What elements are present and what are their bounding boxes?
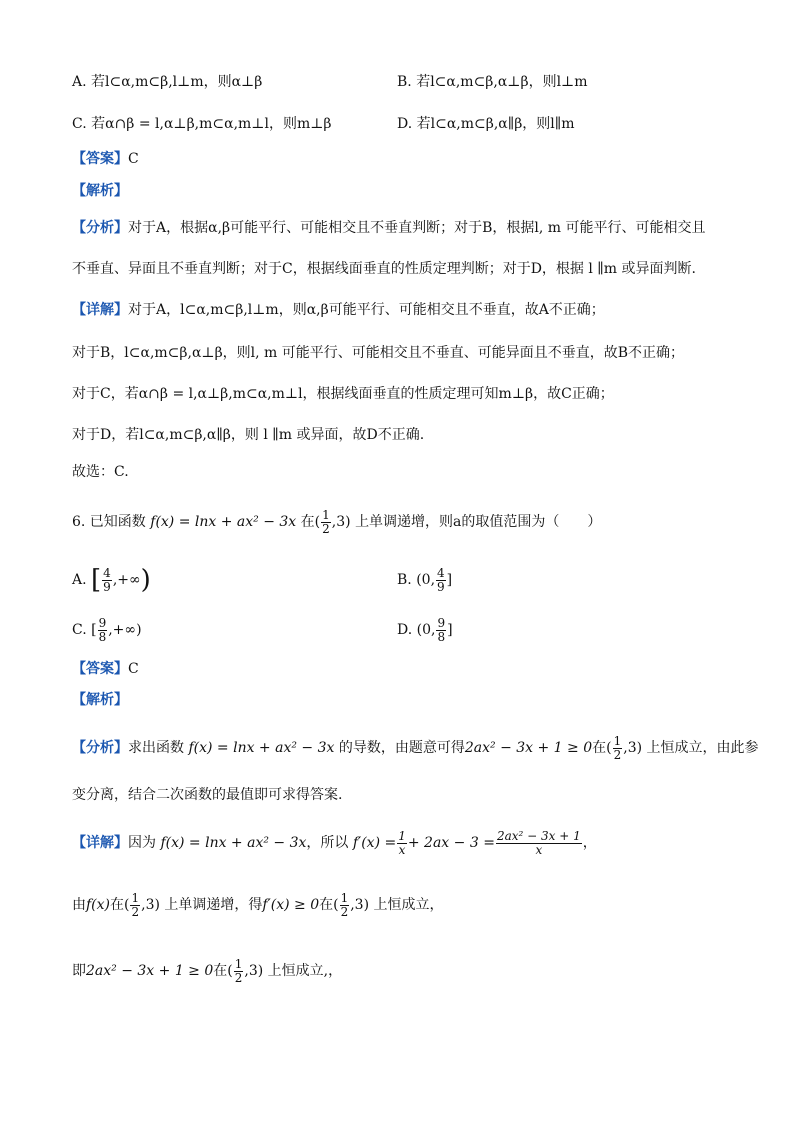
fraction — [98, 617, 108, 644]
option-label: D. — [397, 622, 413, 638]
fenxi-text-c: 在 — [592, 740, 607, 756]
q6-xiangjie-line1 — [72, 826, 597, 860]
numerator: 1 — [613, 733, 622, 748]
fraction — [397, 830, 407, 857]
option-tail: ,+∞) — [108, 622, 142, 638]
numerator: 1 — [131, 890, 140, 905]
q5-option-a: A. 若l⊂α,m⊂β,l⊥m，则α⊥β — [72, 74, 263, 90]
xj2-text-c: 上单调递增，得 — [164, 897, 263, 913]
q5-xiangjie-line4: 对于D，若l⊂α,m⊂β,α∥β，则 l ∥m 或异面，故D不正确. — [72, 427, 425, 443]
interval-open: ( — [333, 897, 339, 913]
q6-option-b — [397, 564, 452, 596]
xj1-end: ， — [582, 835, 597, 851]
q6-answer — [72, 659, 139, 679]
q5-option-c: C. 若α∩β = l,α⊥β,m⊂α,m⊥l，则m⊥β — [72, 116, 332, 132]
q6-analysis-heading — [72, 690, 128, 710]
denominator: x — [535, 842, 543, 857]
q5-fenxi-line1 — [72, 218, 706, 238]
q5-xiangjie-line3: 对于C，若α∩β = l,α⊥β,m⊂α,m⊥l，根据线面垂直的性质定理可知m⊥β，故C正确； — [72, 386, 614, 402]
xj3-text-a: 即 — [72, 963, 86, 979]
denominator: 9 — [103, 579, 111, 594]
left-bracket: [ — [91, 565, 102, 595]
xj2-text-e: 上恒成立， — [373, 897, 444, 913]
option-label: B. — [397, 572, 412, 588]
q6-xiangjie-line2 — [72, 890, 444, 920]
q6-option-d — [397, 614, 453, 646]
interval-open: ( — [606, 740, 612, 756]
fraction — [436, 617, 446, 644]
option-label: C. — [72, 622, 87, 638]
fenxi-function: f(x) = lnx + ax² − 3x — [188, 740, 335, 756]
xiangjie-label: 【详解】 — [72, 835, 128, 851]
fraction — [321, 509, 331, 536]
fraction — [130, 892, 140, 919]
q6-option-a — [72, 564, 151, 596]
interval-close: ,3) — [244, 963, 264, 979]
numerator: 9 — [437, 615, 446, 630]
fraction — [436, 567, 446, 594]
fenxi-text-b: 的导数，由题意可得 — [338, 740, 465, 756]
denominator: 2 — [234, 970, 243, 985]
xj1-text-b: ，所以 — [306, 835, 349, 851]
fenxi-label: 【分析】 — [72, 740, 128, 756]
xj3-text-b: 在 — [213, 963, 228, 979]
fraction — [613, 735, 623, 762]
right-paren: ) — [140, 565, 151, 595]
q5-analysis-heading — [72, 181, 128, 201]
denominator: 8 — [98, 629, 107, 644]
numerator: 1 — [398, 828, 406, 843]
answer-label: 【答案】 — [72, 661, 128, 677]
xj2-text-a: 由 — [72, 897, 86, 913]
analysis-label: 【解析】 — [72, 183, 128, 199]
interval-open: ( — [227, 963, 233, 979]
xj2-fx: f(x) — [86, 897, 111, 913]
analysis-label: 【解析】 — [72, 692, 128, 708]
option-head: (0, — [416, 572, 436, 588]
denominator: 2 — [613, 747, 622, 762]
fenxi-text-d: 上恒成立，由此参 — [646, 740, 759, 756]
denominator: x — [398, 842, 406, 857]
xj3-inequality: 2ax² − 3x + 1 ≥ 0 — [86, 963, 214, 979]
stem-function: f(x) = lnx + ax² − 3x — [150, 514, 297, 530]
q5-answer — [72, 149, 139, 169]
denominator: 2 — [131, 904, 140, 919]
stem-suffix: 上单调递增，则a的取值范围为（ ） — [355, 514, 602, 530]
xj2-inequality: f′(x) ≥ 0 — [262, 897, 320, 913]
denominator: 2 — [340, 904, 349, 919]
q5-conclusion: 故选：C. — [72, 464, 129, 480]
q5-xiangjie-line2: 对于B，l⊂α,m⊂β,α⊥β，则l, m 可能平行、可能相交且不垂直、可能异面且不垂直，故B不正确； — [72, 345, 685, 361]
q6-stem — [72, 507, 601, 537]
xj2-text-d: 在 — [319, 897, 334, 913]
numerator: 4 — [103, 565, 111, 580]
answer-value: C — [128, 151, 139, 167]
fenxi-inequality: 2ax² − 3x + 1 ≥ 0 — [464, 740, 593, 756]
xj1-text-a: 因为 — [128, 835, 156, 851]
interval-close: ,3) — [350, 897, 370, 913]
numerator: 1 — [234, 956, 243, 971]
numerator: 9 — [98, 615, 107, 630]
numerator: 1 — [322, 507, 330, 522]
option-head: (0, — [416, 622, 436, 638]
xj2-text-b: 在 — [110, 897, 125, 913]
q6-fenxi-line1 — [72, 733, 759, 763]
q6-fenxi-line2: 变分离，结合二次函数的最值即可求得答案. — [72, 787, 343, 803]
q6-option-c — [72, 614, 142, 646]
stem-mid: 在 — [300, 514, 315, 530]
fraction — [234, 958, 244, 985]
xj1-mid: + 2ax − 3 = — [407, 835, 495, 851]
option-head: [ — [91, 622, 97, 638]
interval-open: ( — [314, 514, 321, 530]
q5-xiangjie-line1 — [72, 300, 605, 320]
interval-close: ,3) — [141, 897, 160, 913]
option-tail: ] — [446, 572, 453, 588]
answer-value: C — [128, 661, 139, 677]
fenxi-text-a: 求出函数 — [128, 740, 184, 756]
stem-prefix: 6. 已知函数 — [72, 514, 146, 530]
fenxi-text: 对于A，根据α,β可能平行、可能相交且不垂直判断；对于B，根据l, m 可能平行、可能相交且 — [128, 220, 706, 236]
interval-open: ( — [124, 897, 130, 913]
numerator: 2ax² − 3x + 1 — [496, 828, 581, 843]
xiangjie-label: 【详解】 — [72, 302, 128, 318]
option-tail: ,+∞ — [112, 572, 141, 588]
q6-xiangjie-line3 — [72, 956, 342, 986]
numerator: 1 — [340, 890, 349, 905]
interval-close: ,3) — [331, 514, 351, 530]
interval-close: ,3) — [623, 740, 643, 756]
fraction — [496, 830, 582, 857]
fraction — [340, 892, 350, 919]
denominator: 8 — [437, 629, 446, 644]
option-tail: ] — [447, 622, 453, 638]
answer-label: 【答案】 — [72, 151, 128, 167]
q5-option-d: D. 若l⊂α,m⊂β,α∥β，则l∥m — [397, 116, 575, 132]
denominator: 2 — [322, 521, 330, 536]
q5-fenxi-line2: 不垂直、异面且不垂直判断；对于C，根据线面垂直的性质定理判断；对于D，根据 l ∥m 或异面判断. — [72, 261, 696, 277]
fraction — [102, 567, 112, 594]
xj3-text-c: 上恒成立,， — [267, 963, 343, 979]
xj1-function: f(x) = lnx + ax² − 3x — [160, 835, 307, 851]
q5-option-b: B. 若l⊂α,m⊂β,α⊥β，则l⊥m — [397, 74, 588, 90]
fenxi-label: 【分析】 — [72, 220, 128, 236]
option-label: A. — [72, 572, 87, 588]
numerator: 4 — [437, 565, 445, 580]
denominator: 9 — [437, 579, 445, 594]
xiangjie-text: 对于A，l⊂α,m⊂β,l⊥m，则α,β可能平行、可能相交且不垂直，故A不正确； — [128, 302, 605, 318]
xj1-derivative: f′(x) = — [352, 835, 397, 851]
